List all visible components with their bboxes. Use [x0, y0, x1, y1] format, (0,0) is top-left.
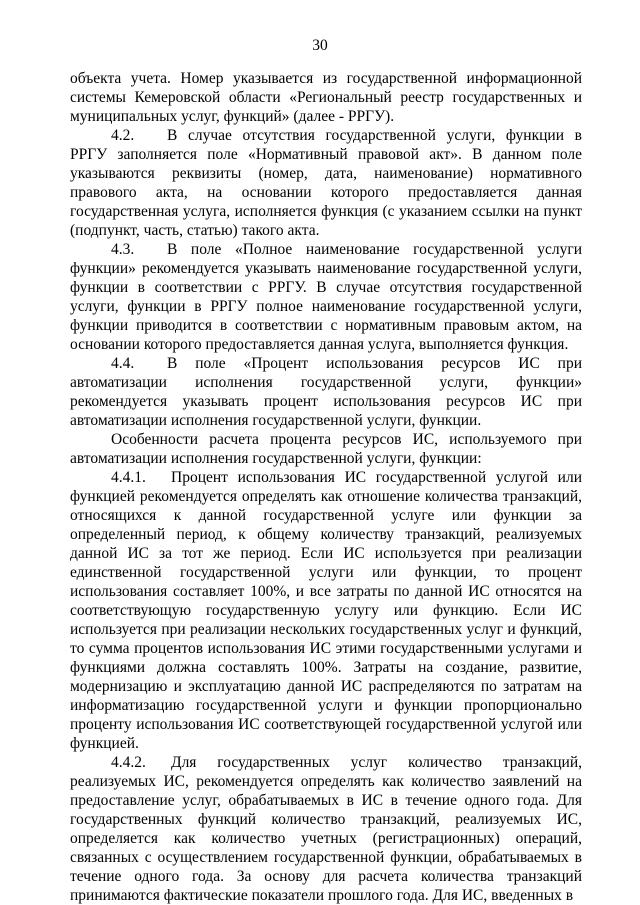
paragraph-calculation-intro: [70, 430, 582, 468]
paragraph-text: В поле «Полное наименование государственной услуги функции» рекомендуется указывать наименование государственной услуги, функции в соответствии с РРГУ. В случае отсутствия государственной услуги, функции в РРГУ полное наименование государственной услуги, функции приводится в соответствии с нормативным правовым актом, на основании которого предоставляется данная услуга, выполняется функция.: [70, 241, 582, 353]
paragraph-number: 4.4.2.: [111, 754, 146, 771]
paragraph-4-3: [70, 240, 582, 354]
paragraph-4-4-2: [70, 753, 582, 905]
paragraph-text: Особенности расчета процента ресурсов ИС, используемого при автоматизации исполнения государственной услуги, функции:: [70, 431, 582, 467]
paragraph-4-4: [70, 354, 582, 430]
paragraph-continuation: [70, 69, 582, 126]
document-body: [70, 69, 582, 905]
paragraph-number: 4.3.: [111, 241, 135, 258]
paragraph-text: В поле «Процент использования ресурсов ИС при автоматизации исполнения государственной услуги, функции» рекомендуется указывать процент использования ресурсов ИС при автоматизации исполнения государственной услуги, функции.: [70, 355, 582, 429]
paragraph-4-2: [70, 126, 582, 240]
paragraph-number: 4.4.: [111, 355, 135, 372]
paragraph-number: 4.2.: [111, 127, 135, 144]
paragraph-number: 4.4.1.: [111, 469, 146, 486]
page-number: 30: [312, 37, 328, 54]
paragraph-text: Процент использования ИС государственной услугой или функцией рекомендуется определять как отношение количества транзакций, относящихся к данной государственной услуге или функции за определенный период, к общему количеству транзакций, реализуемых данной ИС за тот же период. Если ИС используется при реализации единственной государственной услуги или функции, то процент использования составляет 100%, и все затраты по данной ИС относятся на соответствующую государственную услугу или функцию. Если ИС используется при реализации нескольких государственных услуг и функций, то сумма процентов использования ИС этими государственными услугами и функциями должна составлять 100%. Затраты на создание, развитие, модернизацию и эксплуатацию данной ИС распределяются по затратам на информатизацию государственной услуги и функции пропорционально проценту использования ИС соответствующей государственной услугой или функцией.: [70, 469, 582, 752]
paragraph-text: Для государственных услуг количество транзакций, реализуемых ИС, рекомендуется определять как количество заявлений на предоставление услуг, обрабатываемых в ИС в течение одного года. Для государственных функций количество транзакций, реализуемых ИС, определяется как количество учетных (регистрационных) операций, связанных с осуществлением государственной функции, обрабатываемых в течение одного года. За основу для расчета количества транзакций принимаются фактические показатели прошлого года. Для ИС, введенных в: [70, 754, 582, 904]
paragraph-4-4-1: [70, 468, 582, 753]
paragraph-text: объекта учета. Номер указывается из государственной информационной системы Кемеровской области «Региональный реестр государственных и муниципальных услуг, функций» (далее - РРГУ).: [70, 70, 582, 125]
paragraph-text: В случае отсутствия государственной услуги, функции в РРГУ заполняется поле «Нормативный правовой акт». В данном поле указываются реквизиты (номер, дата, наименование) нормативного правового акта, на основании которого предоставляется данная государственная услуга, исполняется функция (с указанием ссылки на пункт (подпункт, часть, статью) такого акта.: [70, 127, 582, 239]
